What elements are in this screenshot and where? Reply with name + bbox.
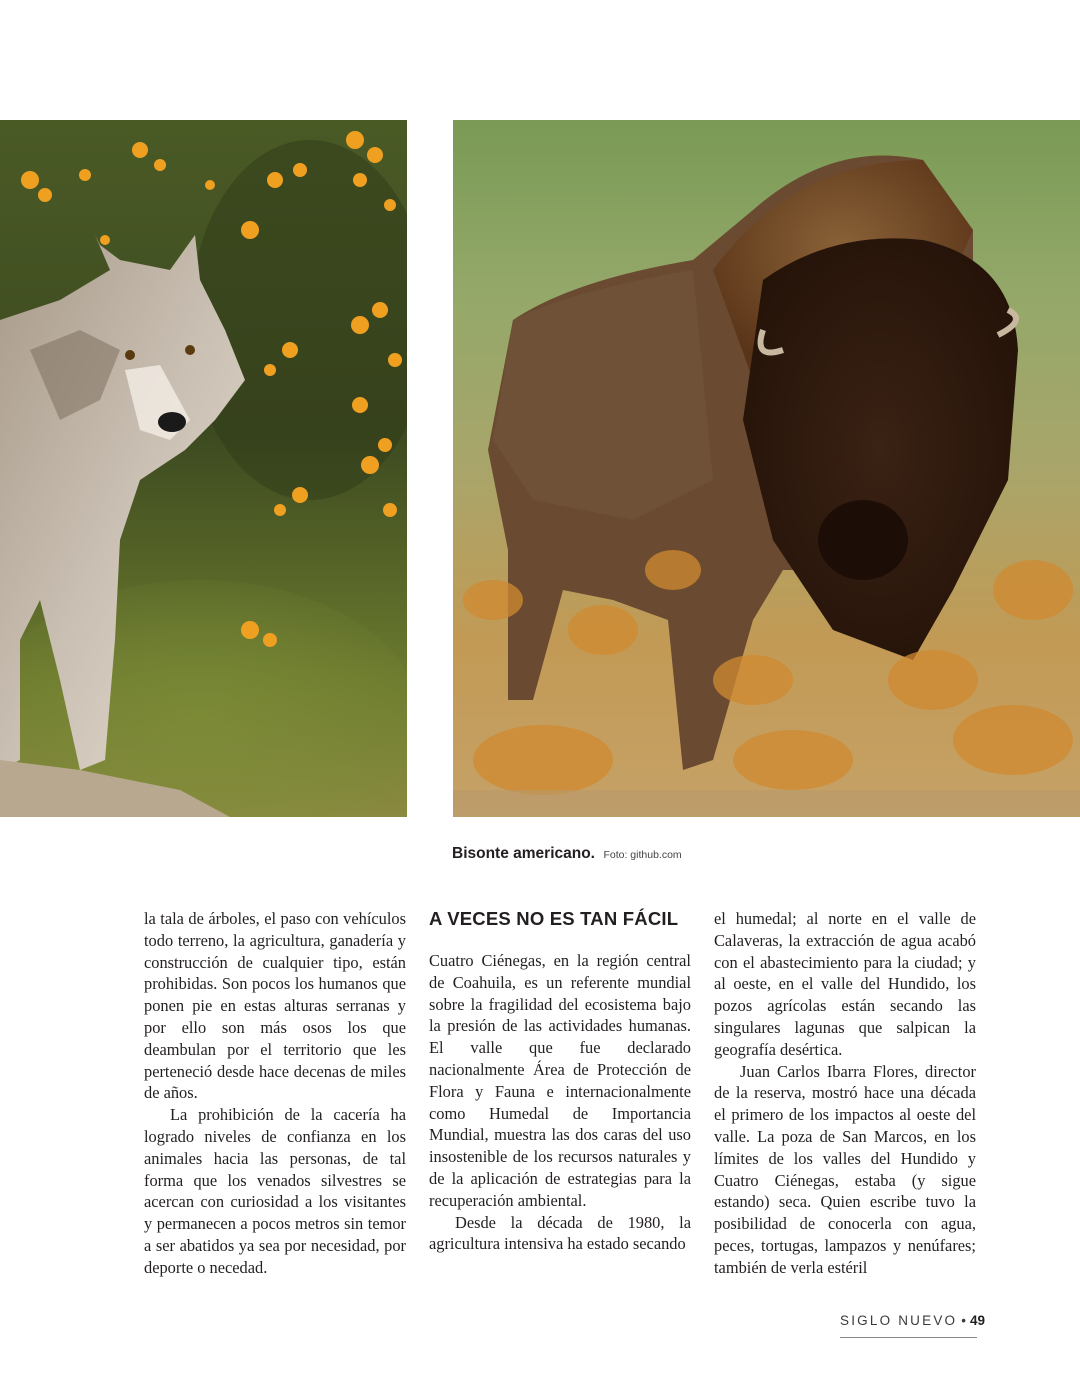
paragraph: la tala de árboles, el paso con vehículos todo terreno, la agricultura, ganadería y construcción de cualquier tipo, están prohibidas. Son pocos los humanos que ponen pie en estas alturas serranas y por ello son más osos los que deambulan por el territorio que les perteneció desde hace decenas de miles de años. — [144, 909, 406, 1103]
text-column-2 — [429, 908, 691, 1255]
publication-name: SIGLO NUEVO — [840, 1313, 958, 1328]
paragraph: Juan Carlos Ibarra Flores, director de la reserva, mostró hace una década el primero de los impactos al oeste del valle. La poza de San Marcos, en los límites de los valles del Hundido y Cuatro Ciénegas, estaba (y sigue estando) seca. Quien escribe tuvo la posibilidad de conocerla con agua, peces, tortugas, lampazos y nenúfares; también de verla estéril — [714, 1061, 976, 1277]
text-column-1 — [144, 908, 406, 1279]
section-heading: A VECES NO ES TAN FÁCIL — [429, 908, 679, 929]
paragraph: Cuatro Ciénegas, en la región central de Coahuila, es un referente mundial sobre la fragilidad del ecosistema bajo la presión de las actividades humanas. El valle que fue declarado nacionalmente Área de Protección de Flora y Fauna e internacionalmente como Humedal de Importancia Mundial, muestra las dos caras del uso insostenible de los recursos naturales y de la aplicación de estrategias para la recuperación ambiental. — [429, 951, 691, 1210]
page-footer — [840, 1313, 985, 1328]
folio-separator: • — [961, 1313, 966, 1328]
photo-caption — [452, 845, 682, 863]
page-number: 49 — [969, 1313, 985, 1328]
text-column-3 — [714, 908, 976, 1279]
paragraph: La prohibición de la cacería ha logrado niveles de confianza en los animales hacia las personas, de tal forma que los venados silvestres se acercan con curiosidad a los visitantes y permanecen a pocos metros sin temor a ser abatidos ya sea por necesidad, por deporte o necedad. — [144, 1105, 406, 1277]
caption-title: Bisonte americano. — [452, 845, 595, 862]
footer-rule — [840, 1337, 977, 1338]
caption-credit: Foto: github.com — [603, 849, 682, 861]
paragraph: Desde la década de 1980, la agricultura intensiva ha estado secando — [429, 1212, 691, 1254]
bison-photo — [453, 120, 1080, 817]
wolf-photo — [0, 120, 407, 817]
paragraph: el humedal; al norte en el valle de Calaveras, la extracción de agua acabó con el abastecimiento para la ciudad; y al oeste, en el valle del Hundido, los pozos agrícolas están secando las singulares lagunas que salpican la geografía desértica. — [714, 909, 976, 1059]
